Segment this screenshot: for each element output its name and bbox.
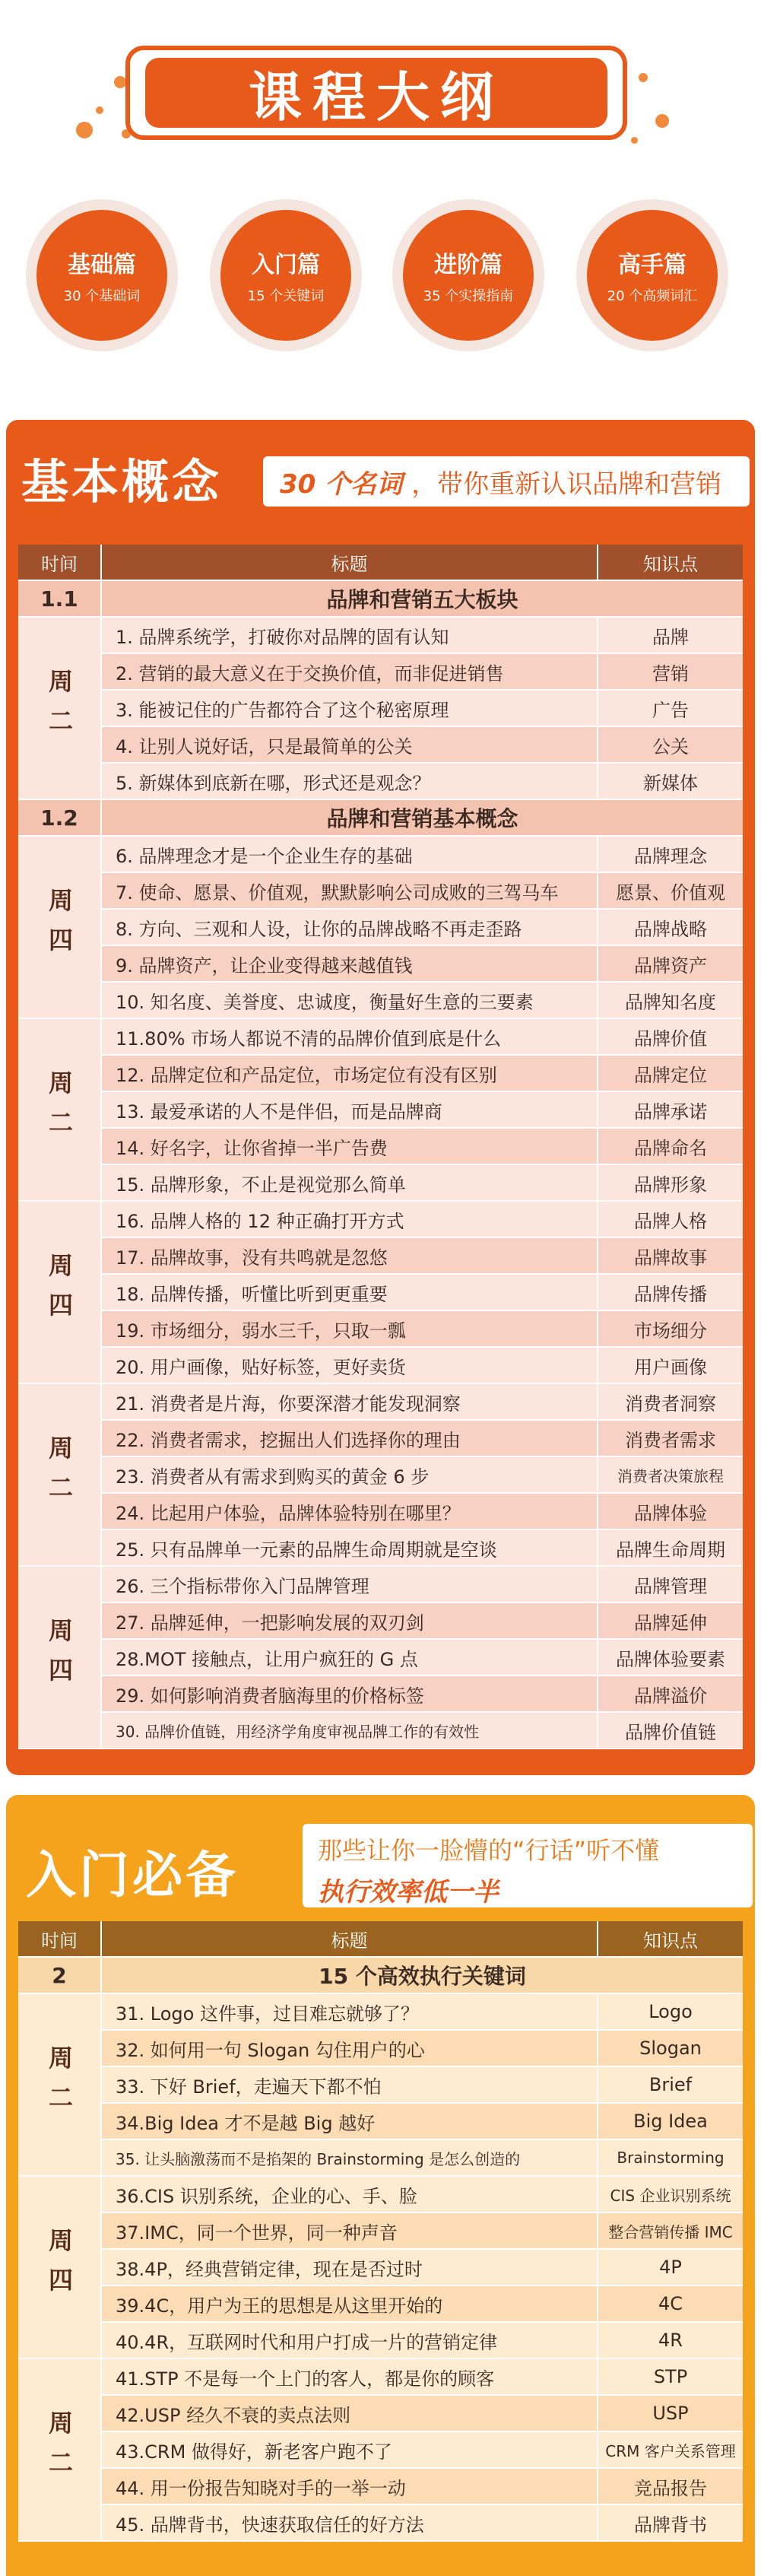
lesson-title: 42.USP 经久不衰的卖点法则 [102,2396,598,2431]
lesson-kp: 品牌人格 [598,1202,743,1237]
table-row [102,2031,743,2067]
group-rows [102,1019,743,1202]
lesson-kp: 公关 [598,727,743,762]
lesson-title: 22. 消费者需求，挖掘出人们选择你的理由 [102,1421,598,1456]
lesson-title: 29. 如何影响消费者脑海里的价格标签 [102,1676,598,1711]
curriculum-table [18,1921,743,2542]
table-row [102,1994,743,2031]
level-basic-fill [36,210,167,341]
lesson-kp: STP [598,2359,743,2394]
header-kp: 知识点 [598,1921,743,1956]
lesson-kp: 品牌生命周期 [598,1530,743,1565]
table-row [102,1311,743,1348]
lesson-title: 21. 消费者是片海，你要深潜才能发现洞察 [102,1384,598,1419]
section-tagline [263,456,750,507]
lesson-kp: 用户画像 [598,1348,743,1383]
part-row [18,1958,743,1994]
lesson-kp: Slogan [598,2031,743,2066]
table-row [102,1348,743,1384]
day-cell [18,1994,102,2177]
lesson-kp: 品牌价值链 [598,1713,743,1748]
lesson-title: 14. 好名字，让你省掉一半广告费 [102,1129,598,1164]
table-row [102,2323,743,2359]
lesson-kp: 4R [598,2323,743,2358]
day-group [18,1567,743,1749]
lesson-title: 11.80% 市场人都说不清的品牌价值到底是什么 [102,1019,598,1054]
lesson-kp: 竞品报告 [598,2469,743,2504]
lesson-title: 9. 品牌资产，让企业变得越来越值钱 [102,946,598,981]
day-group [18,1994,743,2177]
part-number: 1.1 [18,581,102,616]
lesson-kp: 品牌知名度 [598,983,743,1018]
level-title: 基础篇 [68,252,136,278]
table-row [102,1494,743,1530]
group-rows [102,1994,743,2177]
header-time: 时间 [18,545,102,580]
section-essentials [6,1795,755,2576]
lesson-title: 44. 用一份报告知晓对手的一举一动 [102,2469,598,2504]
table-row [102,1567,743,1603]
part-name: 品牌和营销基本概念 [102,800,743,835]
lesson-kp: 广告 [598,691,743,726]
lesson-title: 45. 品牌背书，快速获取信任的好方法 [102,2505,598,2540]
table-row [102,2140,743,2177]
day-group [18,2177,743,2359]
table-row [102,764,743,800]
level-title: 高手篇 [618,252,686,278]
day-cell [18,1202,102,1384]
lesson-kp: 品牌价值 [598,1019,743,1054]
lesson-kp: 品牌 [598,618,743,653]
table-row [102,691,743,727]
header-title: 标题 [102,545,598,580]
lesson-title: 18. 品牌传播，听懂比听到更重要 [102,1275,598,1310]
table-row [102,2104,743,2140]
day-cell [18,1567,102,1749]
table-row [102,2250,743,2286]
table-row [102,946,743,983]
table-row [102,727,743,764]
level-expert [576,199,728,351]
tagline-line2: 执行效率低一半 [318,1877,499,1907]
day-group [18,837,743,1019]
lesson-kp: 品牌延伸 [598,1603,743,1638]
day-group [18,618,743,800]
table-row [102,1640,743,1676]
lesson-title: 17. 品牌故事，没有共鸣就是忽悠 [102,1238,598,1273]
section-header [6,1795,755,1907]
section-tagline [303,1824,753,1907]
part-number: 2 [18,1958,102,1993]
lesson-title: 6. 品牌理念才是一个企业生存的基础 [102,837,598,872]
level-sub: 35 个实操指南 [423,288,514,304]
lesson-title: 28.MOT 接触点，让用户疯狂的 G 点 [102,1640,598,1675]
level-title: 进阶篇 [434,252,503,278]
lesson-title: 7. 使命、愿景、价值观，默默影响公司成败的三驾马车 [102,873,598,908]
day-label: 周二 [45,1070,74,1149]
day-cell [18,837,102,1019]
group-rows [102,618,743,800]
part-row [18,800,743,837]
lesson-kp: 整合营销传播 IMC [598,2213,743,2248]
table-row [102,1603,743,1640]
tagline-line1: 那些让你一脸懵的“行话”听不懂 [318,1836,660,1865]
header-time: 时间 [18,1921,102,1956]
table-row [102,2286,743,2323]
table-row [102,1129,743,1165]
table-row [102,2432,743,2469]
table-row [102,1165,743,1202]
lesson-title: 34.Big Idea 才不是越 Big 越好 [102,2104,598,2139]
section-basic-concepts [6,420,755,1775]
decor-dot [96,106,103,114]
level-intro-fill [220,210,351,341]
header-kp: 知识点 [598,545,743,580]
lesson-kp: 品牌管理 [598,1567,743,1602]
group-rows [102,1202,743,1384]
table-row [102,873,743,910]
part-row [18,581,743,618]
table-row [102,654,743,691]
title-banner-fill [145,58,607,128]
lesson-kp: Brainstorming [598,2140,743,2175]
level-intro [210,199,362,351]
lesson-title: 31. Logo 这件事，过目难忘就够了？ [102,1994,598,2029]
lesson-title: 26. 三个指标带你入门品牌管理 [102,1567,598,1602]
level-expert-fill [587,210,718,341]
group-rows [102,1567,743,1749]
table-row [102,1530,743,1567]
page-title: 课程大纲 [249,65,504,129]
table-header [18,1921,743,1958]
level-sub: 30 个基础词 [63,288,141,304]
table-row [102,2067,743,2104]
lesson-title: 13. 最爱承诺的人不是伴侣，而是品牌商 [102,1092,598,1127]
table-header [18,545,743,581]
level-sub: 15 个关键词 [247,288,325,304]
table-row [102,1019,743,1056]
day-cell [18,1019,102,1202]
day-cell [18,2177,102,2359]
table-row [102,2469,743,2505]
day-label: 周四 [45,888,74,967]
lesson-title: 38.4P，经典营销定律，现在是否过时 [102,2250,598,2285]
header-title: 标题 [102,1921,598,1956]
group-rows [102,2359,743,2542]
lesson-kp: 品牌体验 [598,1494,743,1529]
lesson-title: 24. 比起用户体验，品牌体验特别在哪里？ [102,1494,598,1529]
lesson-title: 35. 让头脑激荡而不是掐架的 Brainstorming 是怎么创造的 [102,2140,598,2175]
table-row [102,910,743,946]
day-group [18,1384,743,1567]
table-row [102,1056,743,1092]
curriculum-table [18,545,743,1749]
section-header [6,420,755,526]
table-row [102,2396,743,2432]
lesson-kp: 品牌理念 [598,837,743,872]
lesson-title: 41.STP 不是每一个上门的客人，都是你的顾客 [102,2359,598,2394]
group-rows [102,1384,743,1567]
lesson-kp: 品牌定位 [598,1056,743,1091]
lesson-title: 27. 品牌延伸，一把影响发展的双刃剑 [102,1603,598,1638]
table-row [102,1202,743,1238]
lesson-kp: 消费者洞察 [598,1384,743,1419]
tagline-emphasis: 30 个名词 [280,469,403,500]
lesson-title: 36.CIS 识别系统，企业的心、手、脸 [102,2177,598,2212]
lesson-kp: 4P [598,2250,743,2285]
lesson-title: 23. 消费者从有需求到购买的黄金 6 步 [102,1457,598,1492]
day-group [18,2359,743,2542]
lesson-kp: CRM 客户关系管理 [598,2432,743,2467]
day-group [18,1202,743,1384]
tagline-text: ，带你重新认识品牌和营销 [411,469,722,500]
lesson-title: 43.CRM 做得好，新老客户跑不了 [102,2432,598,2467]
part-name: 品牌和营销五大板块 [102,581,743,616]
lesson-title: 16. 品牌人格的 12 种正确打开方式 [102,1202,598,1237]
lesson-kp: 品牌背书 [598,2505,743,2540]
lesson-title: 2. 营销的最大意义在于交换价值，而非促进销售 [102,654,598,689]
day-label: 周四 [45,1253,74,1332]
table-row [102,1421,743,1457]
day-cell [18,618,102,800]
table-row [102,618,743,654]
lesson-title: 10. 知名度、美誉度、忠诚度，衡量好生意的三要素 [102,983,598,1018]
lesson-title: 33. 下好 Brief，走遍天下都不怕 [102,2067,598,2102]
section-title: 入门必备 [26,1846,239,1904]
table-row [102,2177,743,2213]
part-name: 15 个高效执行关键词 [102,1958,743,1993]
table-row [102,837,743,873]
day-cell [18,1384,102,1567]
table-row [102,983,743,1019]
lesson-title: 8. 方向、三观和人设，让你的品牌战略不再走歪路 [102,910,598,945]
decor-dot [655,114,669,128]
level-advanced-fill [403,210,534,341]
part-number: 1.2 [18,800,102,835]
lesson-title: 32. 如何用一句 Slogan 勾住用户的心 [102,2031,598,2066]
lesson-kp: 品牌命名 [598,1129,743,1164]
lesson-title: 37.IMC，同一个世界，同一种声音 [102,2213,598,2248]
title-banner [125,46,627,140]
table-row [102,1275,743,1311]
day-cell [18,2359,102,2542]
lesson-kp: 新媒体 [598,764,743,799]
top-header [0,0,761,357]
table-row [102,1676,743,1713]
group-rows [102,2177,743,2359]
lesson-kp: USP [598,2396,743,2431]
table-row [102,1238,743,1275]
section-title: 基本概念 [21,454,223,510]
lesson-kp: 营销 [598,654,743,689]
lesson-title: 40.4R，互联网时代和用户打成一片的营销定律 [102,2323,598,2358]
day-label: 周二 [45,669,74,748]
group-rows [102,837,743,1019]
table-row [102,2505,743,2542]
lesson-kp: 品牌传播 [598,1275,743,1310]
lesson-kp: Big Idea [598,2104,743,2139]
lesson-kp: 消费者决策旅程 [598,1457,743,1492]
table-row [102,1713,743,1749]
table-row [102,1384,743,1421]
table-row [102,1092,743,1129]
lesson-title: 25. 只有品牌单一元素的品牌生命周期就是空谈 [102,1530,598,1565]
lesson-kp: CIS 企业识别系统 [598,2177,743,2212]
lesson-kp: 愿景、价值观 [598,873,743,908]
lesson-title: 1. 品牌系统学，打破你对品牌的固有认知 [102,618,598,653]
level-sub: 20 个高频词汇 [607,288,698,304]
day-label: 周二 [45,2045,74,2124]
level-basic [26,199,178,351]
table-row [102,2213,743,2250]
decor-dot [76,122,93,138]
lesson-kp: 品牌战略 [598,910,743,945]
decor-dot [114,76,126,88]
lesson-title: 15. 品牌形象，不止是视觉那么简单 [102,1165,598,1200]
decor-dot [639,73,648,82]
lesson-kp: 品牌承诺 [598,1092,743,1127]
day-group [18,1019,743,1202]
lesson-kp: 品牌体验要素 [598,1640,743,1675]
lesson-title: 30. 品牌价值链，用经济学角度审视品牌工作的有效性 [102,1713,598,1748]
decor-dot [631,137,638,144]
lesson-kp: 品牌溢价 [598,1676,743,1711]
table-row [102,2359,743,2396]
lesson-title: 39.4C，用户为王的思想是从这里开始的 [102,2286,598,2321]
level-circles [0,207,761,351]
day-label: 周四 [45,2228,74,2307]
lesson-kp: 消费者需求 [598,1421,743,1456]
lesson-kp: 市场细分 [598,1311,743,1346]
lesson-kp: 品牌故事 [598,1238,743,1273]
day-label: 周二 [45,2410,74,2489]
lesson-title: 12. 品牌定位和产品定位，市场定位有没有区别 [102,1056,598,1091]
lesson-title: 4. 让别人说好话，只是最简单的公关 [102,727,598,762]
lesson-title: 19. 市场细分，弱水三千，只取一瓢 [102,1311,598,1346]
lesson-title: 20. 用户画像，贴好标签，更好卖货 [102,1348,598,1383]
day-label: 周二 [45,1435,74,1514]
lesson-title: 5. 新媒体到底新在哪，形式还是观念？ [102,764,598,799]
lesson-kp: 品牌资产 [598,946,743,981]
day-label: 周四 [45,1618,74,1697]
lesson-title: 3. 能被记住的广告都符合了这个秘密原理 [102,691,598,726]
table-row [102,1457,743,1494]
lesson-kp: 品牌形象 [598,1165,743,1200]
lesson-kp: Logo [598,1994,743,2029]
lesson-kp: 4C [598,2286,743,2321]
level-advanced [392,199,544,351]
level-title: 入门篇 [252,252,320,278]
lesson-kp: Brief [598,2067,743,2102]
